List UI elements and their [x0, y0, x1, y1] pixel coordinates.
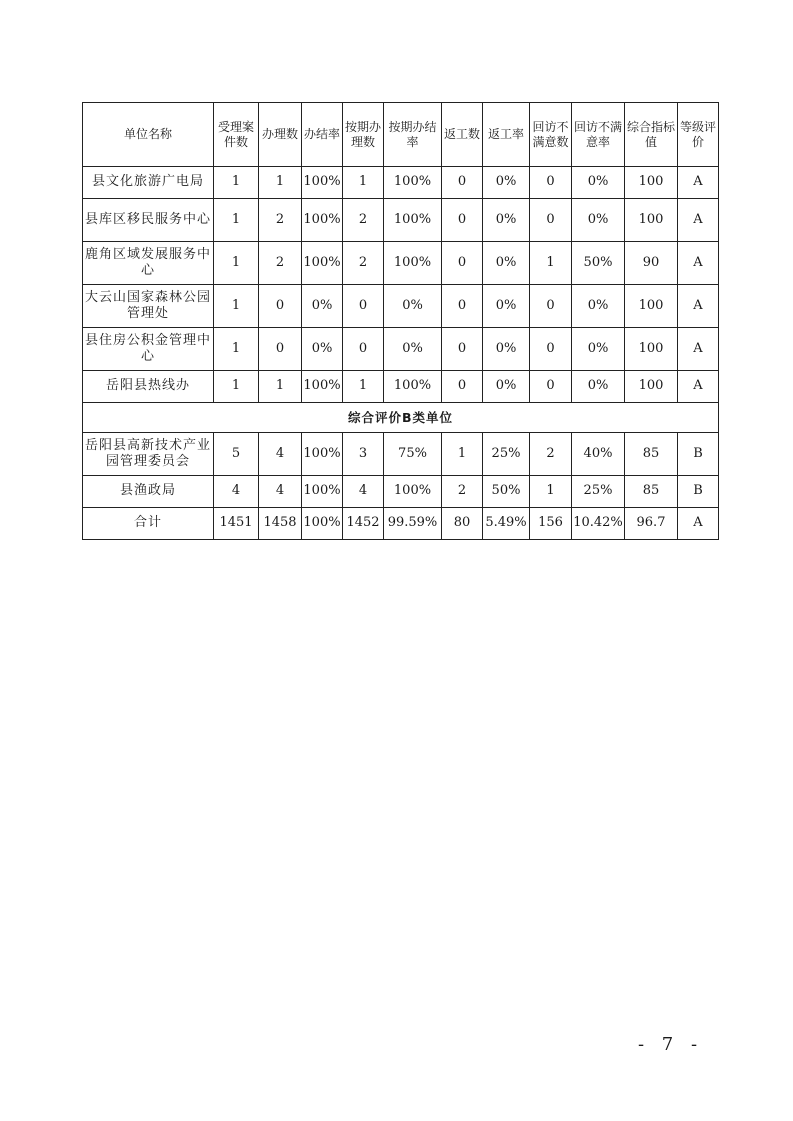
table-cell: 75%	[384, 433, 442, 476]
table-cell: 2	[343, 242, 384, 285]
table-cell: 1	[530, 242, 572, 285]
header-completion-rate: 办结率	[302, 103, 343, 167]
table-cell: 90	[625, 242, 678, 285]
table-cell: 100	[625, 371, 678, 403]
grade-cell: B	[678, 476, 719, 508]
header-dissatisfied-rate: 回访不满意率	[572, 103, 625, 167]
header-dissatisfied-count: 回访不满意数	[530, 103, 572, 167]
table-cell: 100%	[384, 371, 442, 403]
header-on-time-handled: 按期办理数	[343, 103, 384, 167]
table-cell: 156	[530, 508, 572, 540]
table-cell: 50%	[483, 476, 530, 508]
unit-name-cell: 岳阳县热线办	[83, 371, 214, 403]
unit-name-cell: 县库区移民服务中心	[83, 199, 214, 242]
table-cell: 100	[625, 167, 678, 199]
table-row	[83, 476, 719, 508]
table-cell: 0	[442, 328, 483, 371]
table-cell: 0	[530, 199, 572, 242]
table-cell: 25%	[572, 476, 625, 508]
table-cell: 0	[530, 285, 572, 328]
table-cell: 1	[214, 199, 259, 242]
header-rework-rate: 返工率	[483, 103, 530, 167]
unit-name-cell: 鹿角区域发展服务中心	[83, 242, 214, 285]
table-cell: 100%	[384, 242, 442, 285]
table-cell: 100%	[384, 167, 442, 199]
table-cell: 5	[214, 433, 259, 476]
table-row	[83, 433, 719, 476]
table-row	[83, 328, 719, 371]
table-cell: 1	[214, 371, 259, 403]
table-cell: 0%	[572, 199, 625, 242]
table-cell: 0	[530, 167, 572, 199]
table-row	[83, 285, 719, 328]
table-cell: 0%	[572, 328, 625, 371]
table-cell: 1	[214, 285, 259, 328]
table-cell: 0	[530, 371, 572, 403]
table-cell: 1	[259, 371, 302, 403]
grade-cell: A	[678, 285, 719, 328]
table-cell: 100%	[302, 199, 343, 242]
table-cell: 100	[625, 328, 678, 371]
table-cell: 4	[343, 476, 384, 508]
table-cell: 1	[214, 328, 259, 371]
table-cell: 0	[259, 328, 302, 371]
table-cell: 100%	[302, 167, 343, 199]
unit-name-cell: 岳阳县高新技术产业园管理委员会	[83, 433, 214, 476]
total-label-cell: 合计	[83, 508, 214, 540]
table-cell: 2	[530, 433, 572, 476]
unit-name-cell: 县渔政局	[83, 476, 214, 508]
table-cell: 1	[530, 476, 572, 508]
table-cell: 0%	[384, 328, 442, 371]
table-cell: 4	[214, 476, 259, 508]
table-cell: 85	[625, 433, 678, 476]
table-cell: 96.7	[625, 508, 678, 540]
table-cell: 100%	[302, 433, 343, 476]
table-cell: 85	[625, 476, 678, 508]
grade-cell: A	[678, 328, 719, 371]
table-cell: 2	[343, 199, 384, 242]
table-cell: 2	[259, 242, 302, 285]
grade-cell: A	[678, 167, 719, 199]
grade-cell: A	[678, 508, 719, 540]
table-cell: 0%	[572, 285, 625, 328]
table-row	[83, 371, 719, 403]
table-cell: 3	[343, 433, 384, 476]
unit-name-cell: 大云山国家森林公园管理处	[83, 285, 214, 328]
table-cell: 0%	[483, 285, 530, 328]
table-cell: 4	[259, 433, 302, 476]
header-handled: 办理数	[259, 103, 302, 167]
table-row	[83, 242, 719, 285]
table-cell: 100%	[302, 242, 343, 285]
table-cell: 1	[259, 167, 302, 199]
table-cell: 1	[214, 242, 259, 285]
table-cell: 40%	[572, 433, 625, 476]
table-cell: 0%	[572, 371, 625, 403]
table-cell: 100	[625, 285, 678, 328]
table-row	[83, 199, 719, 242]
unit-name-cell: 县住房公积金管理中心	[83, 328, 214, 371]
unit-name-cell: 县文化旅游广电局	[83, 167, 214, 199]
table-cell: 1458	[259, 508, 302, 540]
table-cell: 2	[259, 199, 302, 242]
table-cell: 0%	[302, 285, 343, 328]
table-cell: 2	[442, 476, 483, 508]
header-unit-name: 单位名称	[83, 103, 214, 167]
header-on-time-rate: 按期办结率	[384, 103, 442, 167]
table-cell: 0	[442, 167, 483, 199]
section-header-row	[83, 403, 719, 433]
section-b-title: 综合评价B类单位	[83, 403, 719, 433]
table-cell: 0%	[483, 167, 530, 199]
table-cell: 0	[442, 242, 483, 285]
table-cell: 5.49%	[483, 508, 530, 540]
table-cell: 50%	[572, 242, 625, 285]
table-cell: 1	[343, 371, 384, 403]
table-cell: 0	[259, 285, 302, 328]
table-cell: 80	[442, 508, 483, 540]
table-cell: 100%	[302, 371, 343, 403]
table-cell: 1451	[214, 508, 259, 540]
table-cell: 0%	[572, 167, 625, 199]
page-number: - 7 -	[638, 1034, 704, 1055]
header-grade: 等级评价	[678, 103, 719, 167]
table-cell: 100%	[384, 199, 442, 242]
table-cell: 0	[442, 199, 483, 242]
table-cell: 1	[343, 167, 384, 199]
grade-cell: A	[678, 199, 719, 242]
total-row	[83, 508, 719, 540]
grade-cell: A	[678, 242, 719, 285]
table-cell: 0%	[483, 242, 530, 285]
table-row	[83, 167, 719, 199]
table-cell: 25%	[483, 433, 530, 476]
table-cell: 99.59%	[384, 508, 442, 540]
table-cell: 100%	[302, 476, 343, 508]
header-cases-received: 受理案件数	[214, 103, 259, 167]
table-cell: 1452	[343, 508, 384, 540]
header-row	[83, 103, 719, 167]
table-cell: 0	[343, 285, 384, 328]
table-cell: 0%	[483, 371, 530, 403]
table-cell: 0%	[483, 328, 530, 371]
table-cell: 100	[625, 199, 678, 242]
table-cell: 1	[214, 167, 259, 199]
table-cell: 0%	[384, 285, 442, 328]
table-cell: 0%	[302, 328, 343, 371]
table-cell: 0	[343, 328, 384, 371]
grade-cell: A	[678, 371, 719, 403]
evaluation-table	[82, 102, 719, 540]
table-cell: 0	[442, 371, 483, 403]
table-cell: 10.42%	[572, 508, 625, 540]
header-composite-index: 综合指标值	[625, 103, 678, 167]
table-cell: 0%	[483, 199, 530, 242]
grade-cell: B	[678, 433, 719, 476]
header-rework-count: 返工数	[442, 103, 483, 167]
table-cell: 1	[442, 433, 483, 476]
table-cell: 100%	[302, 508, 343, 540]
table-cell: 4	[259, 476, 302, 508]
table-cell: 0	[442, 285, 483, 328]
table-cell: 0	[530, 328, 572, 371]
table-cell: 100%	[384, 476, 442, 508]
